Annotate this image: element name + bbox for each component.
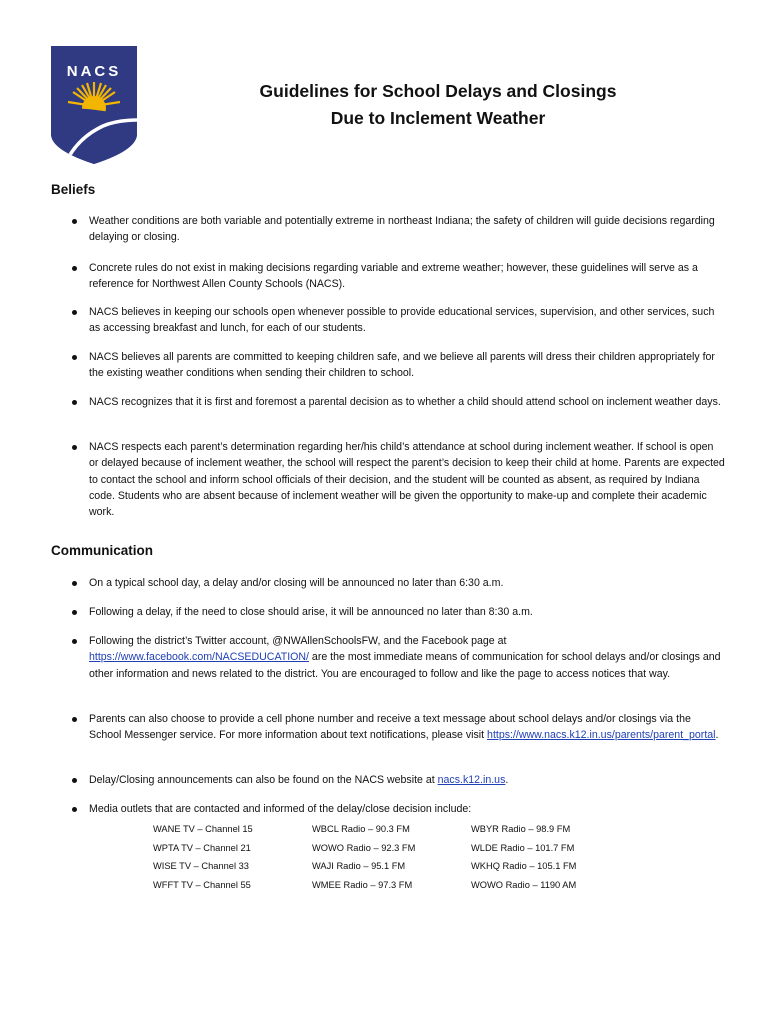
list-item-text: Weather conditions are both variable and potentially extreme in northeast Indiana; the safety of children will guide decisions regarding delaying or closing. bbox=[89, 215, 715, 244]
item-text-part: . bbox=[715, 729, 719, 742]
table-row bbox=[153, 880, 633, 899]
list-item-text: On a typical school day, a delay and/or closing will be announced no later than 6:30 a.m. bbox=[89, 577, 504, 589]
bullet-icon bbox=[72, 778, 77, 783]
table-row bbox=[153, 824, 633, 843]
bullet-icon bbox=[72, 445, 77, 450]
bullet-icon bbox=[72, 639, 77, 644]
table-row bbox=[153, 843, 633, 862]
item-text-part: . bbox=[505, 774, 509, 786]
table-cell: WISE TV – Channel 33 bbox=[153, 861, 249, 871]
bullet-icon bbox=[72, 807, 77, 812]
list-item-text: NACS believes in keeping our schools open whenever possible to provide educational services, supervision, and other services, such as accessing breakfast and lunch, for each of our students. bbox=[89, 306, 715, 335]
table-cell: WANE TV – Channel 15 bbox=[153, 824, 253, 834]
bullet-icon bbox=[72, 717, 77, 722]
table-cell: WBYR Radio – 98.9 FM bbox=[471, 824, 571, 834]
table-cell: WKHQ Radio – 105.1 FM bbox=[471, 861, 577, 871]
table-cell: WMEE Radio – 97.3 FM bbox=[312, 879, 413, 890]
title-line-1: Guidelines for School Delays and Closings bbox=[259, 81, 617, 101]
title-line-2: Due to Inclement Weather bbox=[330, 108, 546, 128]
bullet-icon bbox=[72, 400, 77, 405]
bullet-icon bbox=[72, 310, 77, 315]
logo-text: NACS bbox=[66, 63, 122, 80]
list-item-text bbox=[89, 711, 725, 744]
item-text-part: are the most immediate means of communication for school delays and/or closings and other information and news related to the district. You are encouraged to follow and like the page to access notices that way. bbox=[89, 651, 721, 680]
table-cell: WPTA TV – Channel 21 bbox=[153, 842, 251, 853]
list-item-text bbox=[89, 633, 725, 682]
item-text-part: Following the district’s Twitter account, @NWAllenSchoolsFW, and the Facebook page at bbox=[89, 635, 507, 647]
bullet-icon bbox=[72, 610, 77, 615]
list-item-text: Media outlets that are contacted and informed of the delay/close decision include: bbox=[89, 803, 472, 815]
document-title bbox=[150, 78, 726, 132]
list-item-text: Following a delay, if the need to close should arise, it will be announced no later than 8:30 a.m. bbox=[89, 606, 533, 618]
item-text-part: Parents can also choose to provide a cell phone number and receive a text message about school delays and/or closings via the School Messenger service. For more information about text notifications, please visit bbox=[89, 713, 691, 742]
bullet-icon bbox=[72, 266, 77, 271]
nacs-logo bbox=[51, 46, 137, 164]
bullet-icon bbox=[72, 581, 77, 586]
table-cell: WLDE Radio – 101.7 FM bbox=[471, 842, 575, 853]
beliefs-heading: Beliefs bbox=[51, 182, 96, 197]
logo-horizon bbox=[51, 108, 137, 164]
communication-heading: Communication bbox=[51, 543, 154, 558]
list-item-text: NACS respects each parent’s determination regarding her/his child’s attendance at school during inclement weather. If school is open or delayed because of inclement weather, the school will respect the parent’s decision to keep their child at home. Parents are expected to contact the school and inform school officials of their decision, and the student will be counted as absent, as required by Indiana code. Students who are absent because of inclement weather will be given the opportunity to make-up and complete their academic work. bbox=[89, 441, 725, 519]
media-outlets-table bbox=[153, 824, 633, 898]
table-cell: WBCL Radio – 90.3 FM bbox=[312, 824, 410, 834]
list-item-text: Concrete rules do not exist in making decisions regarding variable and extreme weather; however, these guidelines will serve as a reference for Northwest Allen County Schools (NACS). bbox=[89, 262, 698, 291]
bullet-icon bbox=[72, 219, 77, 224]
nacs-website-link[interactable]: nacs.k12.in.us bbox=[437, 774, 506, 786]
list-item-text: NACS recognizes that it is first and foremost a parental decision as to whether a child should attend school on inclement weather days. bbox=[89, 396, 721, 408]
parent-portal-link[interactable]: https://www.nacs.k12.in.us/parents/parent_portal bbox=[487, 729, 716, 742]
table-cell: WAJI Radio – 95.1 FM bbox=[312, 861, 406, 871]
facebook-link[interactable]: https://www.facebook.com/NACSEDUCATION/ bbox=[89, 651, 309, 664]
list-item-text: NACS believes all parents are committed to keeping children safe, and we believe all parents will dress their children appropriately for the existing weather conditions when sending their children to school. bbox=[89, 351, 715, 380]
table-cell: WOWO Radio – 1190 AM bbox=[471, 879, 577, 890]
table-row bbox=[153, 861, 633, 880]
table-cell: WOWO Radio – 92.3 FM bbox=[312, 842, 416, 853]
list-item-text bbox=[89, 772, 725, 788]
item-text-part: Delay/Closing announcements can also be found on the NACS website at bbox=[89, 774, 438, 786]
table-cell: WFFT TV – Channel 55 bbox=[153, 879, 251, 890]
bullet-icon bbox=[72, 355, 77, 360]
